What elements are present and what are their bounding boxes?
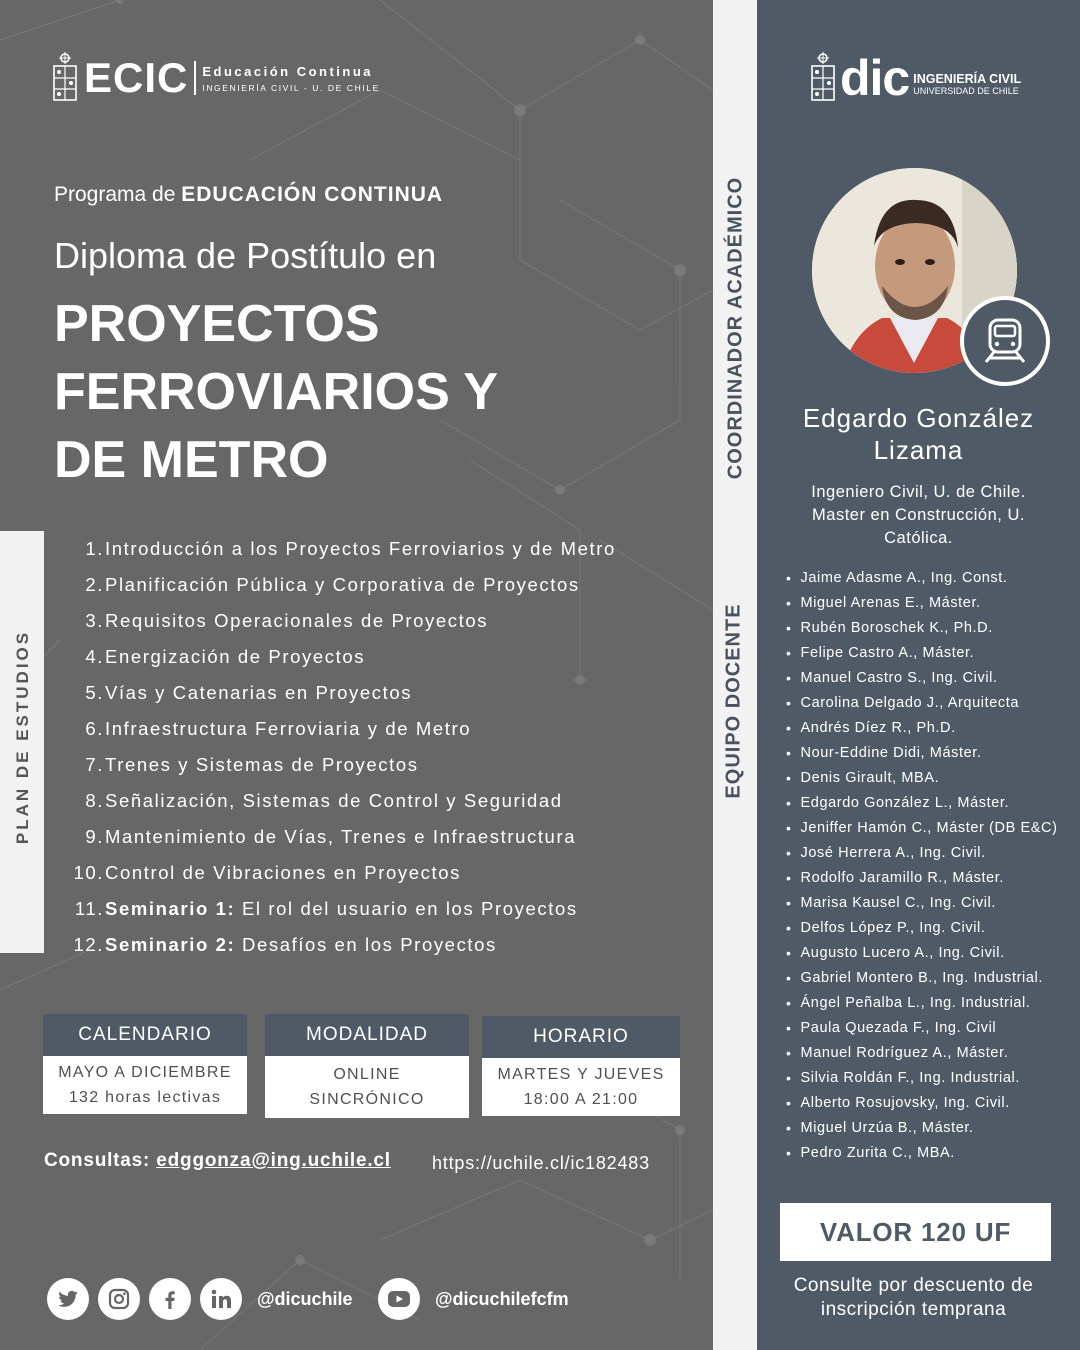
diploma-line: Diploma de Postítulo en bbox=[54, 235, 437, 276]
course-text: Introducción a los Proyectos Ferroviarios y de Metro bbox=[105, 538, 616, 559]
calendario-line2: 132 horas lectivas bbox=[68, 1089, 222, 1106]
course-number: 10. bbox=[73, 862, 104, 883]
course-text: Control de Vibraciones en Proyectos bbox=[105, 862, 461, 883]
program-name: EDUCACIÓN CONTINUA bbox=[181, 183, 444, 206]
social-row-2 bbox=[378, 1278, 569, 1320]
course-number: 2. bbox=[85, 574, 104, 595]
course-number: 11. bbox=[74, 898, 104, 919]
horario-title: HORARIO bbox=[482, 1016, 680, 1058]
page-title bbox=[54, 290, 614, 494]
social-handle-2: @dicuchilefcfm bbox=[435, 1288, 569, 1309]
staff-item: • Ángel Peñalba L., Ing. Industrial. bbox=[786, 990, 1058, 1015]
course-text: Planificación Pública y Corporativa de Proyectos bbox=[105, 574, 580, 595]
course-item bbox=[70, 927, 616, 963]
horario-line1: MARTES Y JUEVES bbox=[497, 1066, 665, 1083]
course-item bbox=[70, 855, 616, 891]
course-text: Energización de Proyectos bbox=[105, 646, 366, 667]
dic-wordmark: dic bbox=[840, 50, 910, 106]
staff-item: • Alberto Rosujovsky, Ing. Civil. bbox=[786, 1090, 1058, 1115]
ecic-line2: INGENIERÍA CIVIL - U. DE CHILE bbox=[202, 82, 380, 93]
plan-label: PLAN DE ESTUDIOS bbox=[13, 629, 32, 845]
staff-item: • Silvia Roldán F., Ing. Industrial. bbox=[786, 1065, 1058, 1090]
staff-item: • Paula Quezada F., Ing. Civil bbox=[786, 1015, 1058, 1040]
course-number: 6. bbox=[85, 718, 104, 739]
course-text: Señalización, Sistemas de Control y Seguridad bbox=[105, 790, 563, 811]
horario-box bbox=[482, 1016, 680, 1116]
calendario-box bbox=[43, 1014, 247, 1114]
staff-item: • Jaime Adasme A., Ing. Const. bbox=[786, 565, 1058, 590]
course-item bbox=[70, 783, 616, 819]
modalidad-box bbox=[265, 1014, 469, 1118]
youtube-icon[interactable] bbox=[378, 1278, 420, 1320]
course-text: Infraestructura Ferroviaria y de Metro bbox=[105, 718, 472, 739]
modalidad-line1: ONLINE bbox=[333, 1066, 401, 1083]
program-line bbox=[54, 183, 443, 207]
calendario-body bbox=[43, 1056, 247, 1114]
course-number: 9. bbox=[85, 826, 104, 847]
title-line-2: FERROVIARIOS Y bbox=[54, 363, 499, 421]
course-item bbox=[70, 603, 616, 639]
staff-item: • Nour-Eddine Didi, Máster. bbox=[786, 740, 1058, 765]
coordinator-description: Ingeniero Civil, U. de Chile. Master en Construcción, U. Católica. bbox=[811, 483, 1026, 547]
course-item bbox=[70, 531, 616, 567]
staff-list bbox=[786, 565, 1058, 1165]
contact-label: Consultas: bbox=[44, 1150, 151, 1171]
staff-item: • Pedro Zurita C., MBA. bbox=[786, 1140, 1058, 1165]
course-item bbox=[70, 747, 616, 783]
staff-item: • Manuel Rodríguez A., Máster. bbox=[786, 1040, 1058, 1065]
coordinator-name: Edgardo González Lizama bbox=[802, 403, 1035, 465]
price-note: Consulte por descuento de inscripción temprana bbox=[793, 1275, 1034, 1320]
social-row-1 bbox=[47, 1278, 353, 1320]
staff-item: • Felipe Castro A., Máster. bbox=[786, 640, 1058, 665]
ecic-logo bbox=[52, 52, 380, 104]
modalidad-body bbox=[265, 1056, 469, 1118]
course-text: Desafíos en los Proyectos bbox=[235, 934, 497, 955]
staff-item: • Augusto Lucero A., Ing. Civil. bbox=[786, 940, 1058, 965]
staff-item: • Miguel Urzúa B., Máster. bbox=[786, 1115, 1058, 1140]
staff-item: • Rodolfo Jaramillo R., Máster. bbox=[786, 865, 1058, 890]
course-text: Trenes y Sistemas de Proyectos bbox=[105, 754, 419, 775]
course-item bbox=[70, 675, 616, 711]
train-icon bbox=[980, 316, 1030, 366]
modalidad-line2: SINCRÓNICO bbox=[309, 1091, 425, 1108]
program-url-link[interactable]: https://uchile.cl/ic182483 bbox=[432, 1153, 650, 1173]
program-prefix: Programa de bbox=[54, 183, 182, 206]
ecic-line1: Educación Continua bbox=[202, 63, 374, 79]
course-bold: Seminario 2: bbox=[105, 934, 236, 955]
horario-line2: 18:00 A 21:00 bbox=[523, 1091, 639, 1108]
course-text: Requisitos Operacionales de Proyectos bbox=[105, 610, 489, 631]
dic-line2: UNIVERSIDAD DE CHILE bbox=[913, 86, 1019, 96]
twitter-icon[interactable] bbox=[47, 1278, 89, 1320]
course-item bbox=[70, 567, 616, 603]
course-text: El rol del usuario en los Proyectos bbox=[235, 898, 578, 919]
course-item bbox=[70, 639, 616, 675]
course-bold: Seminario 1: bbox=[105, 898, 236, 919]
logo-divider bbox=[194, 61, 196, 95]
course-item bbox=[70, 891, 616, 927]
title-line-1: PROYECTOS bbox=[54, 295, 380, 353]
train-badge bbox=[960, 296, 1050, 386]
staff-item: • Manuel Castro S., Ing. Civil. bbox=[786, 665, 1058, 690]
course-number: 1. bbox=[85, 538, 104, 559]
facebook-icon[interactable] bbox=[149, 1278, 191, 1320]
team-label: EQUIPO DOCENTE bbox=[722, 603, 745, 799]
price-box: VALOR 120 UF bbox=[780, 1203, 1051, 1261]
course-number: 12. bbox=[73, 934, 104, 955]
course-number: 8. bbox=[85, 790, 104, 811]
linkedin-icon[interactable] bbox=[200, 1278, 242, 1320]
contact-email-link[interactable]: edggonza@ing.uchile.cl bbox=[156, 1150, 391, 1171]
course-item bbox=[70, 711, 616, 747]
uchile-crest-icon bbox=[810, 52, 836, 104]
instagram-icon[interactable] bbox=[98, 1278, 140, 1320]
calendario-title: CALENDARIO bbox=[43, 1014, 247, 1056]
dic-line1: INGENIERÍA CIVIL bbox=[913, 72, 1022, 86]
course-item bbox=[70, 819, 616, 855]
uchile-crest-icon bbox=[52, 52, 78, 104]
calendario-line1: MAYO A DICIEMBRE bbox=[58, 1064, 232, 1081]
course-list bbox=[70, 531, 616, 963]
staff-item: • Carolina Delgado J., Arquitecta bbox=[786, 690, 1058, 715]
social-handle-1: @dicuchile bbox=[257, 1288, 353, 1309]
dic-subtitle bbox=[913, 72, 1021, 96]
course-text: Mantenimiento de Vías, Trenes e Infraestructura bbox=[105, 826, 577, 847]
horario-body bbox=[482, 1058, 680, 1116]
title-line-3: DE METRO bbox=[54, 431, 329, 489]
staff-item: • Gabriel Montero B., Ing. Industrial. bbox=[786, 965, 1058, 990]
dic-logo bbox=[810, 52, 1021, 104]
course-number: 4. bbox=[85, 646, 104, 667]
staff-item: • Rubén Boroschek K., Ph.D. bbox=[786, 615, 1058, 640]
staff-item: • Denis Girault, MBA. bbox=[786, 765, 1058, 790]
course-number: 5. bbox=[85, 682, 104, 703]
staff-item: • Miguel Arenas E., Máster. bbox=[786, 590, 1058, 615]
course-text: Vías y Catenarias en Proyectos bbox=[105, 682, 413, 703]
course-number: 7. bbox=[85, 754, 104, 775]
coordinator-label: COORDINADOR ACADÉMICO bbox=[724, 176, 747, 480]
staff-item: • Marisa Kausel C., Ing. Civil. bbox=[786, 890, 1058, 915]
staff-item: • Edgardo González L., Máster. bbox=[786, 790, 1058, 815]
contact-line bbox=[44, 1150, 391, 1172]
staff-item: • Delfos López P., Ing. Civil. bbox=[786, 915, 1058, 940]
modalidad-title: MODALIDAD bbox=[265, 1014, 469, 1056]
staff-item: • José Herrera A., Ing. Civil. bbox=[786, 840, 1058, 865]
staff-item: • Jeniffer Hamón C., Máster (DB E&C) bbox=[786, 815, 1058, 840]
staff-item: • Andrés Díez R., Ph.D. bbox=[786, 715, 1058, 740]
course-number: 3. bbox=[85, 610, 104, 631]
ecic-subtitle bbox=[202, 64, 380, 93]
ecic-wordmark: ECIC bbox=[84, 54, 189, 101]
